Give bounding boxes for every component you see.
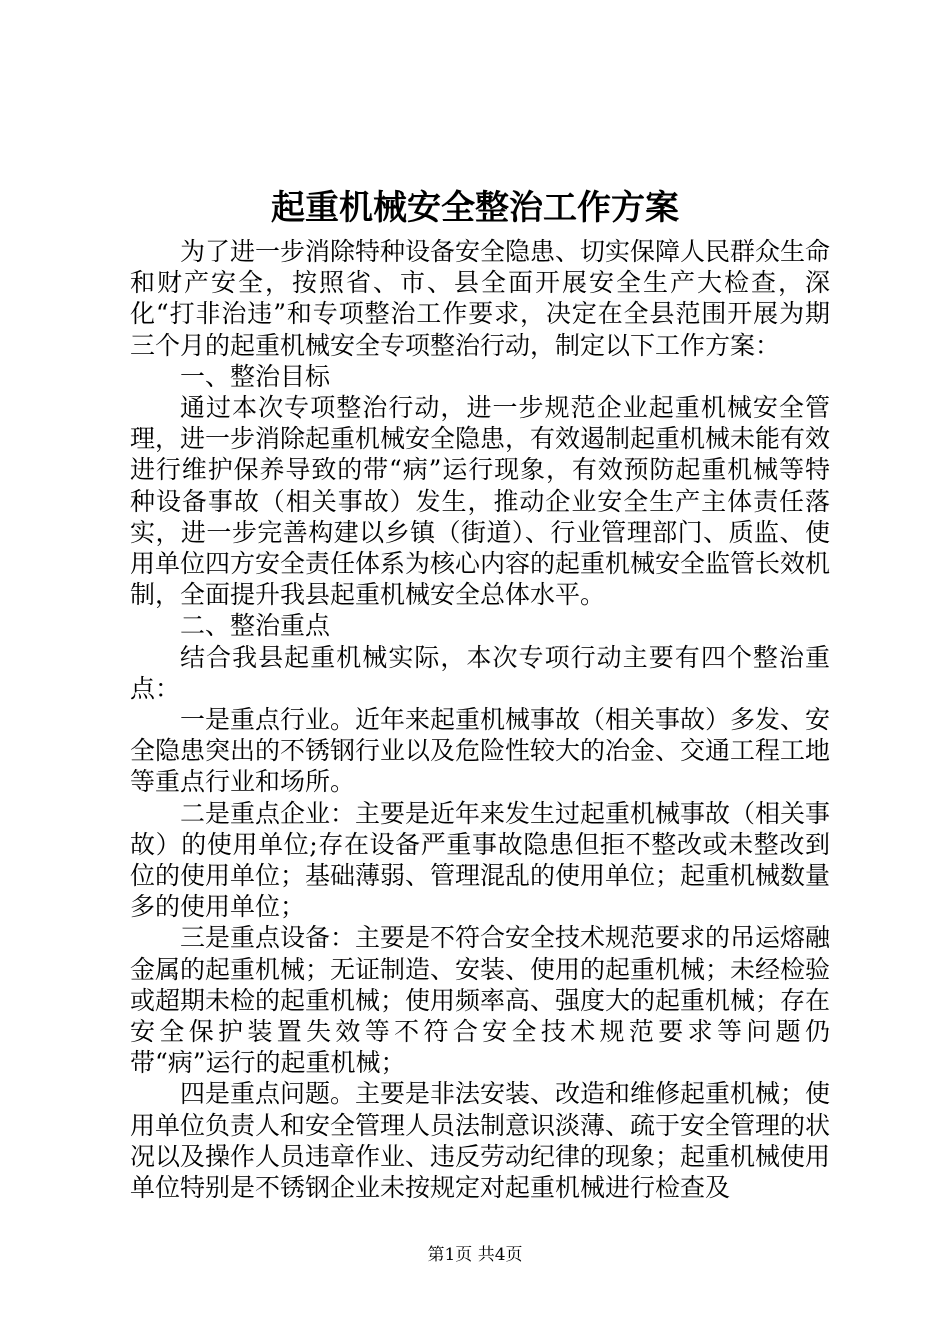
document-title: 起重机械安全整治工作方案	[271, 188, 679, 228]
intro-paragraph: 为了进一步消除特种设备安全隐患、切实保障人民群众生命和财产安全，按照省、市、县全面开展安全生产大检查，深化“打非治违”和专项整治工作要求，决定在全县范围开展为期三个月的起重机械安全专项整治行动，制定以下工作方案：	[130, 237, 831, 360]
section-heading-focus: 二、整治重点	[180, 611, 331, 641]
focus-point-industry: 一是重点行业。近年来起重机械事故（相关事故）多发、安全隐患突出的不锈钢行业以及危险性较大的冶金、交通工程工地等重点行业和场所。	[130, 705, 831, 797]
goals-paragraph: 通过本次专项整治行动，进一步规范企业起重机械安全管理，进一步消除起重机械安全隐患，有效遏制起重机械未能有效进行维护保养导致的带“病”运行现象，有效预防起重机械等特种设备事故（相关事故）发生，推动企业安全生产主体责任落实，进一步完善构建以乡镇（街道）、行业管理部门、质监、使用单位四方安全责任体系为核心内容的起重机械安全监管长效机制，全面提升我县起重机械安全总体水平。	[130, 393, 831, 610]
document-body	[130, 236, 830, 1203]
focus-intro-paragraph: 结合我县起重机械实际，本次专项行动主要有四个整治重点：	[130, 642, 830, 703]
focus-point-enterprise: 二是重点企业：主要是近年来发生过起重机械事故（相关事故）的使用单位;存在设备严重事故隐患但拒不整改或未整改到位的使用单位；基础薄弱、管理混乱的使用单位；起重机械数量多的使用单位；	[130, 798, 831, 922]
section-heading-goals: 一、整治目标	[180, 361, 331, 391]
focus-point-problems: 四是重点问题。主要是非法安装、改造和维修起重机械；使用单位负责人和安全管理人员法制意识淡薄、疏于安全管理的状况以及操作人员违章作业、违反劳动纪律的现象；起重机械使用单位特别是不锈钢企业未按规定对起重机械进行检查及	[130, 1079, 831, 1203]
page-number: 第1页 共4页	[427, 1245, 523, 1265]
focus-point-equipment: 三是重点设备：主要是不符合安全技术规范要求的吊运熔融金属的起重机械；无证制造、安装、使用的起重机械；未经检验或超期未检的起重机械；使用频率高、强度大的起重机械；存在安全保护装置失效等不符合安全技术规范要求等问题仍带“病”运行的起重机械；	[130, 923, 831, 1078]
